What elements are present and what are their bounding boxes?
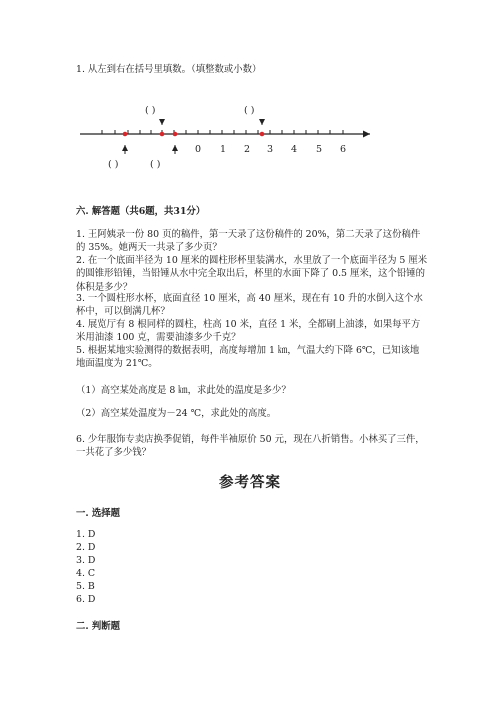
answers-section1-heading: 一. 选择题 xyxy=(76,508,121,519)
answer-item: 3. D xyxy=(76,555,96,566)
tick-label-2: 2 xyxy=(244,144,251,155)
problem-1: 1. 王阿姨录一份 80 页的稿件，第一天录了这份稿件的 20%，第二天录了这份稿件的 35%。她两天一共录了多少页？ xyxy=(76,229,421,254)
answer-item: 6. D xyxy=(76,594,96,605)
section6-heading: 六. 解答题（共6题，共31分） xyxy=(76,206,206,217)
problem-3: 3. 一个圆柱形水杯，底面直径 10 厘米，高 40 厘米，现在有 10 升的水倒入这个水杯中，可以倒满几杯？ xyxy=(76,293,423,318)
point-b xyxy=(160,132,165,137)
answer-item: 1. D xyxy=(76,529,96,540)
blank-top-left: ( ) xyxy=(145,105,156,116)
problem-2: 2. 在一个底面半径为 10 厘米的圆柱形杯里装满水，水里放了一个底面半径为 5 厘米的圆锥形铅锤，当铅锤从水中完全取出后，杯里的水面下降了 0.5 厘米，这个铅锤的体积是多少？ xyxy=(76,255,428,293)
point-d xyxy=(260,132,265,137)
tick-label-6: 6 xyxy=(340,144,347,155)
problem-5-sub-2: （2）高空某处温度为－24 ℃，求此处的高度。 xyxy=(76,408,277,419)
tick-label-5: 5 xyxy=(316,144,323,155)
answer-item: 5. B xyxy=(76,581,95,592)
tick-label-0: 0 xyxy=(195,144,202,155)
blank-bottom-left: ( ) xyxy=(108,159,119,170)
point-c xyxy=(173,132,178,137)
blank-bottom-right: ( ) xyxy=(150,159,161,170)
problem-5-sub-1: （1）高空某处高度是 8 ㎞，求此处的温度是多少？ xyxy=(76,385,291,396)
problem-6: 6. 少年服饰专卖店换季促销，每件半袖原价 50 元，现在八折销售。小林买了三件，一共花了多少钱？ xyxy=(76,434,425,459)
answer-item: 2. D xyxy=(76,542,96,553)
blank-top-right: ( ) xyxy=(244,105,255,116)
q1-title: 1. 从左到右在括号里填数。（填整数或小数） xyxy=(76,64,262,75)
number-line-figure xyxy=(0,0,500,175)
problem-4: 4. 展览厅有 8 根同样的圆柱，柱高 10 米，直径 1 米，全都刷上油漆，如果每平方米用油漆 100 克，需要油漆多少千克？ xyxy=(76,319,421,344)
problem-5: 5. 根据某地实验测得的数据表明，高度每增加 1 ㎞，气温大约下降 6℃，已知该地地面温度为 21℃。 xyxy=(76,345,420,370)
tick-label-1: 1 xyxy=(220,144,227,155)
answers-section2-heading: 二. 判断题 xyxy=(76,621,121,632)
answer-key-title: 参考答案 xyxy=(219,474,281,491)
tick-label-3: 3 xyxy=(267,144,274,155)
tick-label-4: 4 xyxy=(291,144,298,155)
point-a xyxy=(123,132,128,137)
answer-item: 4. C xyxy=(76,568,96,579)
